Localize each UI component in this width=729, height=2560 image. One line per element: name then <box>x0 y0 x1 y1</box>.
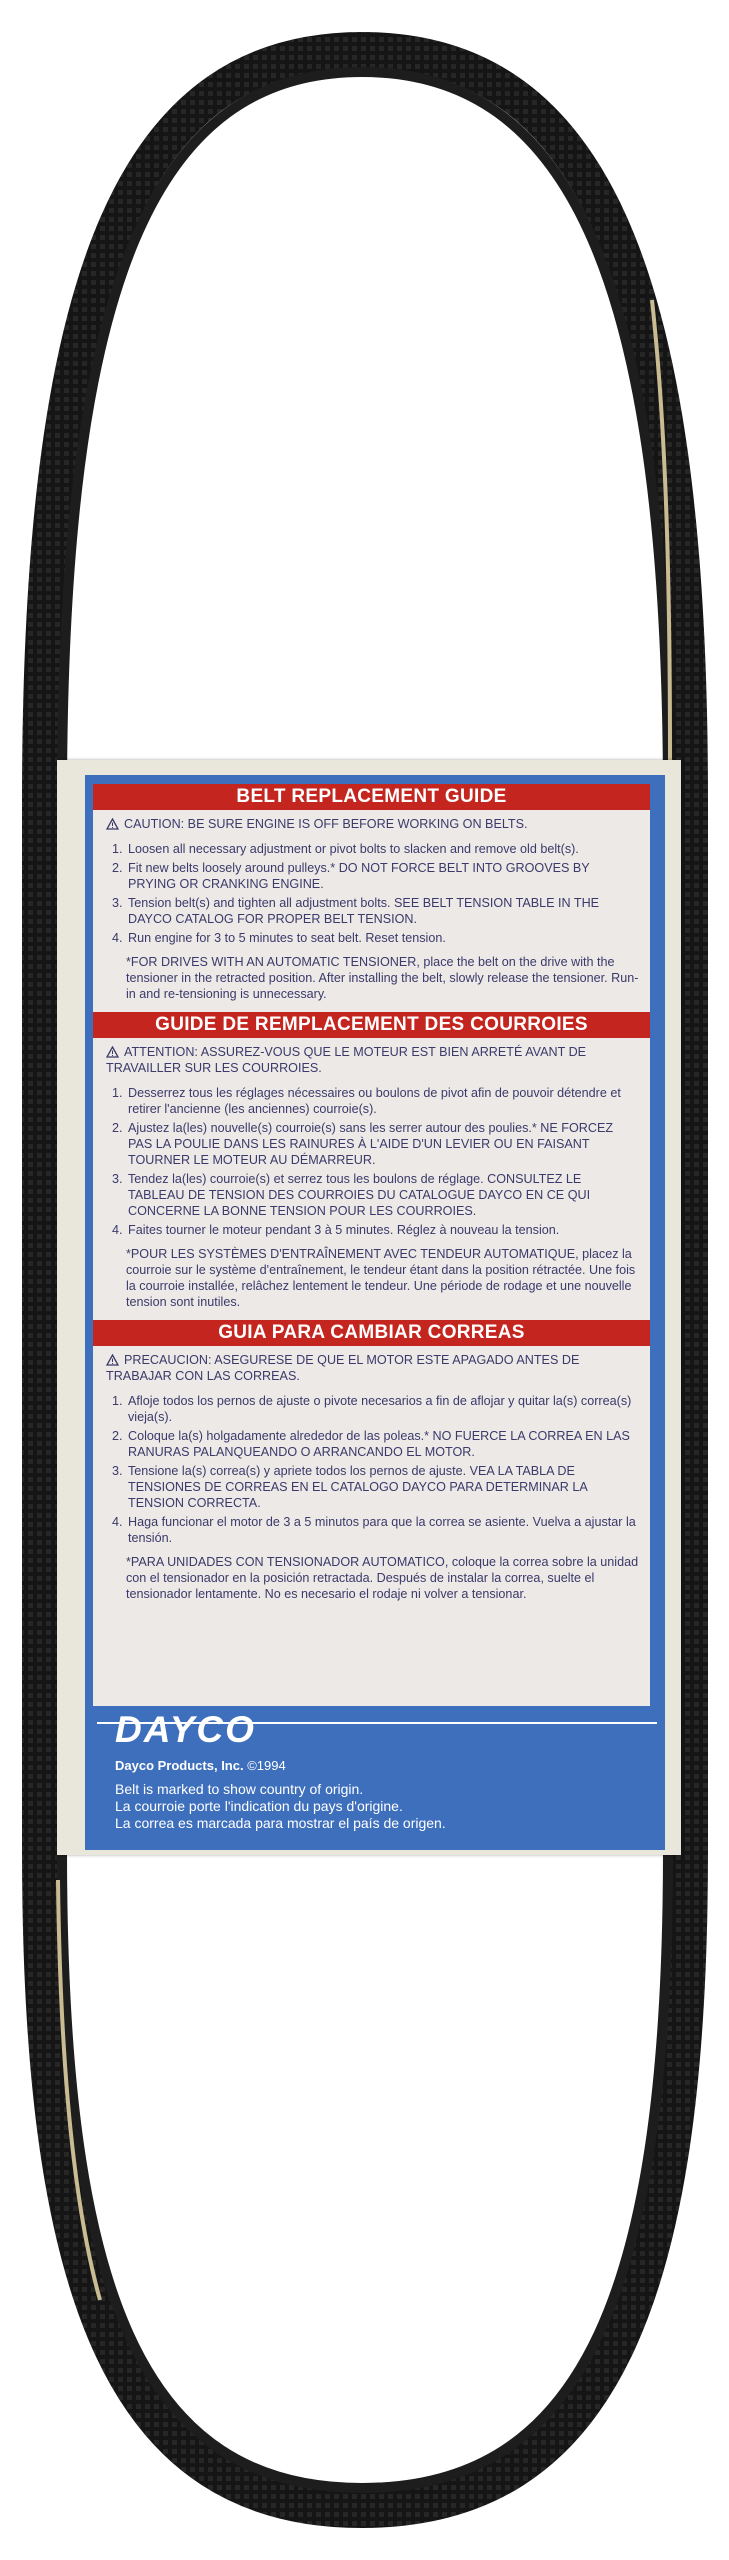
warning-icon <box>106 1046 119 1058</box>
instructions-area <box>93 784 650 1706</box>
blue-panel <box>85 775 665 1850</box>
warning-icon <box>106 818 119 830</box>
caution-french <box>106 1044 640 1076</box>
instruction-card <box>57 760 681 1855</box>
step-item: 4. Faites tourner le moteur pendant 3 à 5 minutes. Réglez à nouveau la tension. <box>126 1222 640 1238</box>
step-item: 1. Desserrez tous les réglages nécessaires ou boulons de pivot afin de pouvoir détendre et retirer l'ancienne (les anciennes) courroie(s). <box>126 1085 640 1117</box>
step-item: 2. Coloque la(s) holgadamente alrededor de las poleas.* NO FUERCE LA CORREA EN LAS RANURAS PALANQUEANDO O ARRANCANDO EL MOTOR. <box>126 1428 640 1460</box>
step-item: 3. Tendez la(les) courroie(s) et serrez tous les boulons de réglage. CONSULTEZ LE TABLEAU DE TENSION DES COURROIES DU CATALOGUE DAYCO EN CE QUI CONCERNE LA BONNE TENSION POUR LES COURROIES. <box>126 1171 640 1219</box>
steps-french <box>106 1085 640 1238</box>
step-item: 3. Tension belt(s) and tighten all adjustment bolts. SEE BELT TENSION TABLE IN THE DAYCO CATALOG FOR PROPER BELT TENSION. <box>126 895 640 927</box>
section-title-english: BELT REPLACEMENT GUIDE <box>93 784 650 810</box>
section-english <box>93 784 650 1012</box>
dayco-logo <box>105 1710 295 1750</box>
caution-text: PRECAUCION: ASEGURESE DE QUE EL MOTOR ESTE APAGADO ANTES DE TRABAJAR CON LAS CORREAS. <box>106 1353 580 1383</box>
company-line <box>115 1758 286 1773</box>
origin-line: Belt is marked to show country of origin. <box>115 1781 364 1797</box>
note-english: *FOR DRIVES WITH AN AUTOMATIC TENSIONER, place the belt on the drive with the tensioner in the retracted position. After installing the belt, slowly release the tensioner. Run-in and re-tensioning is unnecessary. <box>126 955 639 1001</box>
caution-text: ATTENTION: ASSUREZ-VOUS QUE LE MOTEUR EST BIEN ARRETÉ AVANT DE TRAVAILLER SUR LES COURROIES. <box>106 1045 587 1075</box>
step-item: 1. Loosen all necessary adjustment or pivot bolts to slacken and remove old belt(s). <box>126 841 640 857</box>
note-french: *POUR LES SYSTÈMES D'ENTRAÎNEMENT AVEC TENDEUR AUTOMATIQUE, placez la courroie sur le système d'entraînement, le tendeur étant dans la position rétractée. Une fois la courroie installée, relâchez lentement le tendeur. Une période de rodage et une nouvelle tension sont inutiles. <box>126 1247 636 1309</box>
origin-notice <box>115 1781 446 1832</box>
origin-line: La courroie porte l'indication du pays d'origine. <box>115 1798 403 1814</box>
step-item: 3. Tensione la(s) correa(s) y apriete todos los pernos de ajuste. VEA LA TABLA DE TENSIONES DE CORREAS EN EL CATALOGO DAYCO PARA DETERMINAR LA TENSION CORRECTA. <box>126 1463 640 1511</box>
warning-icon <box>106 1354 119 1366</box>
copyright: ©1994 <box>247 1758 286 1773</box>
logo-text: DAYCO <box>115 1709 256 1750</box>
step-item: 4. Haga funcionar el motor de 3 a 5 minutos para que la correa se asiente. Vuelva a ajustar la tensión. <box>126 1514 640 1546</box>
step-item: 1. Afloje todos los pernos de ajuste o pivote necesarios a fin de aflojar y quitar la(s) correa(s) vieja(s). <box>126 1393 640 1425</box>
step-item: 4. Run engine for 3 to 5 minutes to seat belt. Reset tension. <box>126 930 640 946</box>
section-french <box>93 1012 650 1320</box>
steps-english <box>106 841 640 946</box>
note-spanish: *PARA UNIDADES CON TENSIONADOR AUTOMATICO, coloque la correa sobre la unidad con el tensionador en la posición retractada. Después de instalar la correa, suelte el tensionador lentamente. No es necesario el rodaje ni volver a tensionar. <box>126 1555 639 1601</box>
section-title-spanish: GUIA PARA CAMBIAR CORREAS <box>93 1320 650 1346</box>
step-item: 2. Ajustez la(les) nouvelle(s) courroie(s) sans les serrer autour des poulies.* NE FORCEZ PAS LA POULIE DANS LES RAINURES À L'AIDE D'UN LEVIER OU EN FAISANT TOURNER LE MOTEUR AU DÉMARREUR. <box>126 1120 640 1168</box>
origin-line: La correa es marcada para mostrar el país de origen. <box>115 1815 446 1831</box>
section-title-french: GUIDE DE REMPLACEMENT DES COURROIES <box>93 1012 650 1038</box>
step-item: 2. Fit new belts loosely around pulleys.* DO NOT FORCE BELT INTO GROOVES BY PRYING OR CRANKING ENGINE. <box>126 860 640 892</box>
caution-english <box>106 816 640 832</box>
company-name: Dayco Products, Inc. <box>115 1758 244 1773</box>
caution-spanish <box>106 1352 640 1384</box>
steps-spanish <box>106 1393 640 1546</box>
section-spanish <box>93 1320 650 1612</box>
caution-text: CAUTION: BE SURE ENGINE IS OFF BEFORE WORKING ON BELTS. <box>124 817 528 831</box>
